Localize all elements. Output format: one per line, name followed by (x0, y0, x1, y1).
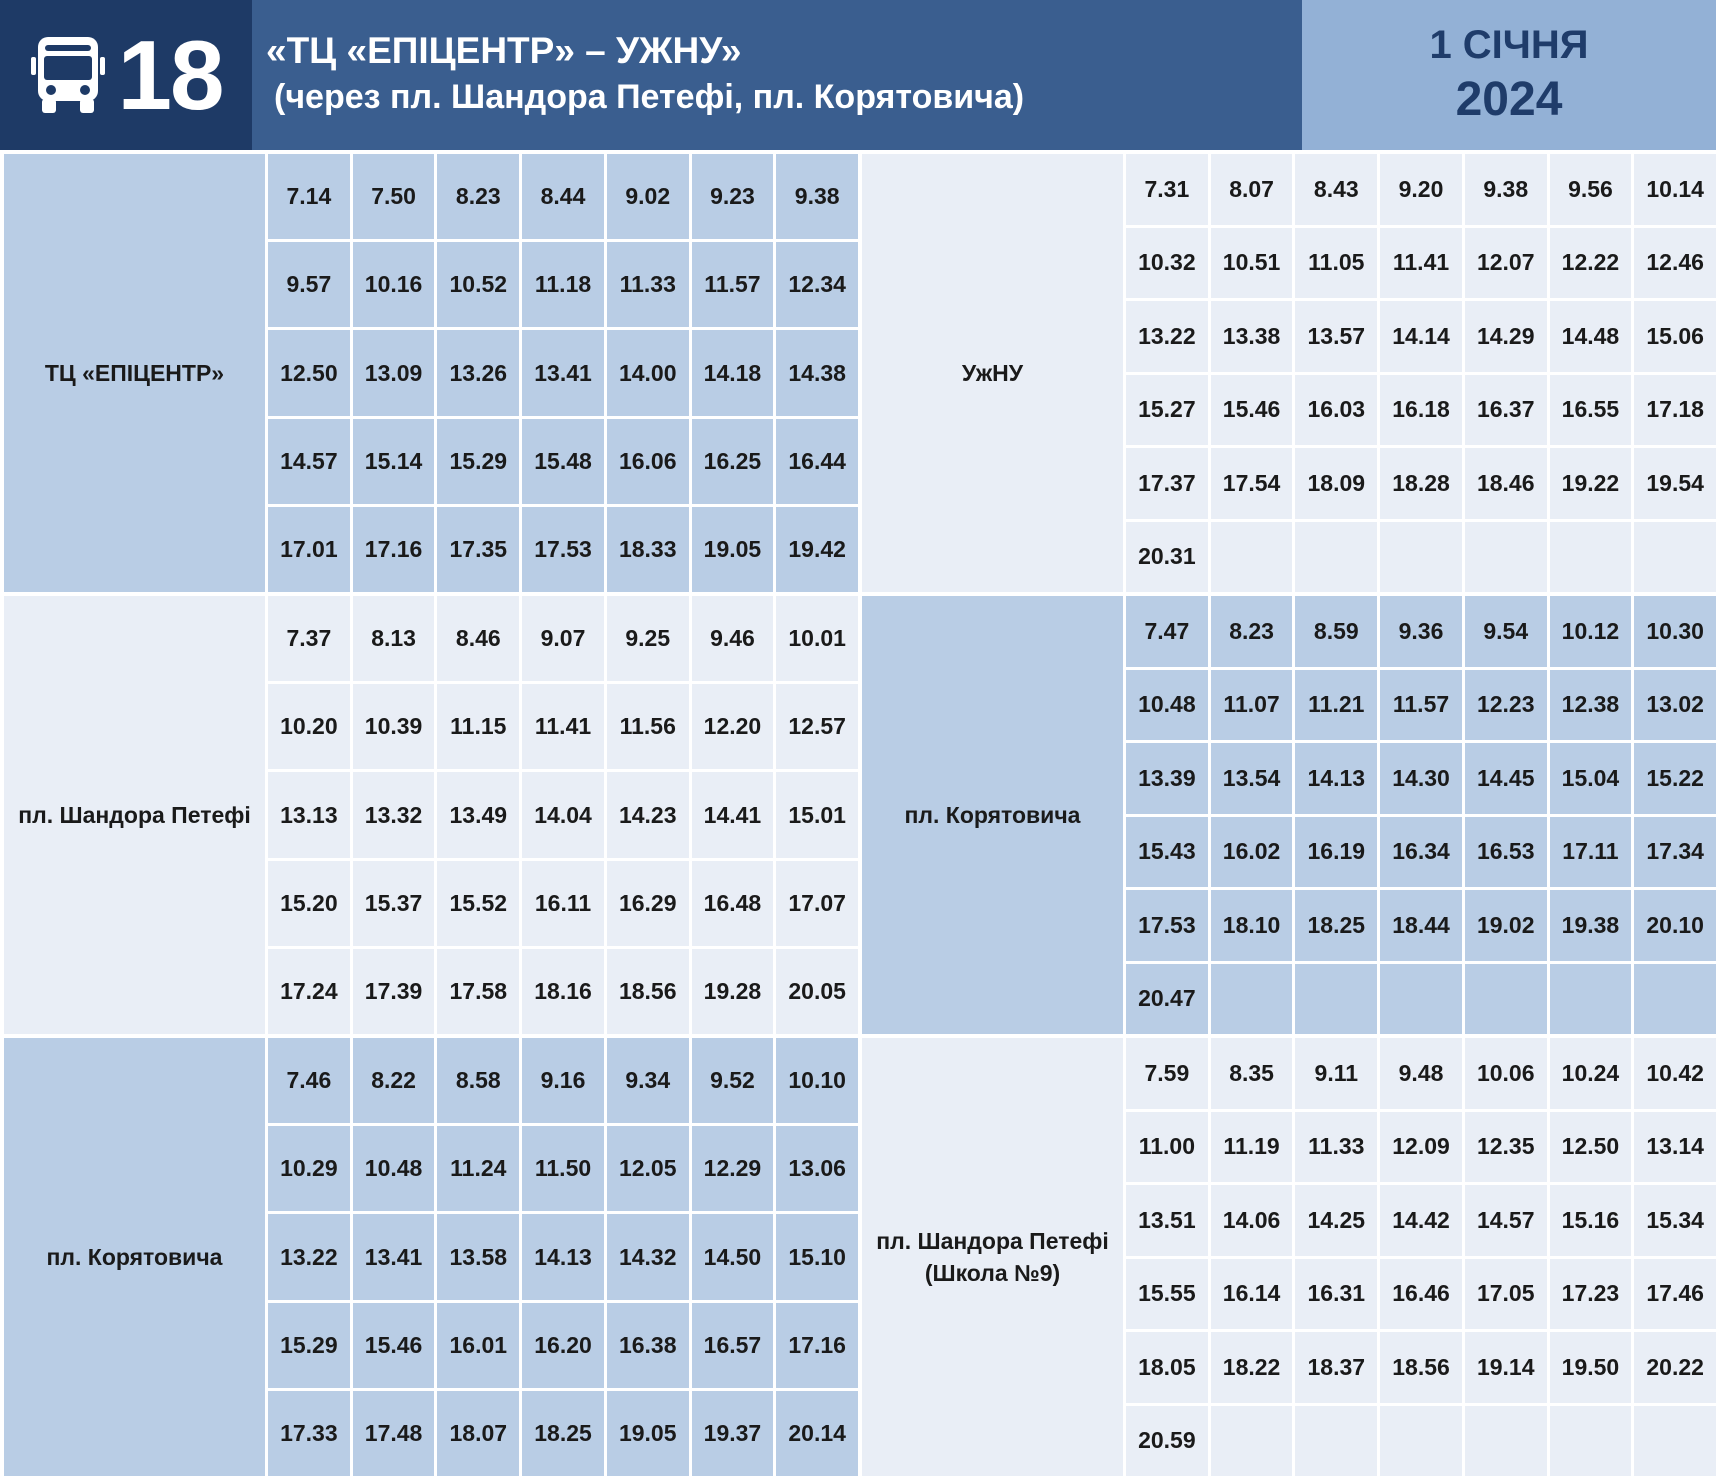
stop-name: пл. Шандора Петефі (Школа №9) (862, 1038, 1126, 1476)
departure-time: 13.13 (268, 772, 353, 857)
departure-time: 16.20 (522, 1303, 607, 1388)
table-row (268, 1303, 858, 1391)
departure-time: 13.22 (268, 1214, 353, 1299)
departure-time: 14.29 (1465, 301, 1550, 372)
departure-time: 16.29 (607, 861, 692, 946)
departure-time: 13.22 (1126, 301, 1211, 372)
departure-time (1380, 522, 1465, 593)
departure-time: 16.11 (522, 861, 607, 946)
departure-time: 12.50 (268, 330, 353, 415)
departure-time: 18.44 (1380, 890, 1465, 961)
table-row (1126, 743, 1716, 817)
departure-time: 19.42 (776, 507, 858, 592)
departure-time: 7.31 (1126, 154, 1211, 225)
departure-time: 11.57 (1380, 670, 1465, 741)
departure-time: 12.34 (776, 242, 858, 327)
departure-time: 15.46 (1211, 375, 1296, 446)
departure-time: 19.22 (1550, 448, 1635, 519)
departure-time: 14.30 (1380, 743, 1465, 814)
stop-section (858, 592, 1716, 1034)
date-year: 2024 (1455, 73, 1563, 126)
departure-time: 9.52 (692, 1038, 777, 1123)
departure-time: 9.07 (522, 596, 607, 681)
stop-section (858, 150, 1716, 592)
route-badge (0, 0, 252, 150)
departure-time: 14.23 (607, 772, 692, 857)
departure-time: 8.07 (1211, 154, 1296, 225)
departure-times-table (1126, 1038, 1716, 1476)
departure-time: 10.24 (1550, 1038, 1635, 1109)
departure-time: 20.31 (1126, 522, 1211, 593)
departure-time: 17.16 (353, 507, 438, 592)
departure-time: 8.46 (437, 596, 522, 681)
table-row (268, 154, 858, 242)
departure-time: 12.20 (692, 684, 777, 769)
table-row (268, 772, 858, 860)
departure-time: 13.54 (1211, 743, 1296, 814)
departure-time: 9.36 (1380, 596, 1465, 667)
departure-time: 15.43 (1126, 817, 1211, 888)
departure-time: 10.10 (776, 1038, 858, 1123)
stop-name: пл. Корятовича (4, 1038, 268, 1476)
table-row (1126, 596, 1716, 670)
table-row (1126, 375, 1716, 449)
route-subtitle: (через пл. Шандора Петефі, пл. Корятовича) (274, 78, 1025, 116)
departure-time: 20.05 (776, 949, 858, 1034)
departure-time: 17.53 (1126, 890, 1211, 961)
departure-time: 14.57 (268, 419, 353, 504)
departure-time: 9.25 (607, 596, 692, 681)
table-row (1126, 154, 1716, 228)
departure-time (1211, 1406, 1296, 1476)
departure-time: 13.51 (1126, 1185, 1211, 1256)
departure-time: 9.23 (692, 154, 777, 239)
table-row (1126, 817, 1716, 891)
departure-time: 7.37 (268, 596, 353, 681)
departure-time: 18.56 (1380, 1332, 1465, 1403)
departure-time: 16.02 (1211, 817, 1296, 888)
departure-time: 17.23 (1550, 1259, 1635, 1330)
departure-time (1380, 964, 1465, 1035)
departure-time: 16.25 (692, 419, 777, 504)
departure-time: 14.06 (1211, 1185, 1296, 1256)
departure-time: 17.18 (1634, 375, 1716, 446)
departure-time: 9.46 (692, 596, 777, 681)
departure-time: 20.10 (1634, 890, 1716, 961)
departure-time: 16.01 (437, 1303, 522, 1388)
timetable (0, 150, 1716, 1476)
departure-time: 8.43 (1295, 154, 1380, 225)
departure-time (1211, 522, 1296, 593)
departure-time: 17.34 (1634, 817, 1716, 888)
departure-time: 17.58 (437, 949, 522, 1034)
departure-time: 8.23 (437, 154, 522, 239)
departure-time: 15.20 (268, 861, 353, 946)
departure-time: 13.09 (353, 330, 438, 415)
departure-time: 16.38 (607, 1303, 692, 1388)
route-title: «ТЦ «ЕПІЦЕНТР» – УЖНУ» (266, 30, 742, 71)
departure-time: 8.35 (1211, 1038, 1296, 1109)
departure-time: 16.14 (1211, 1259, 1296, 1330)
departure-time: 13.32 (353, 772, 438, 857)
departure-time: 11.33 (607, 242, 692, 327)
departure-time: 15.29 (268, 1303, 353, 1388)
departure-time: 19.05 (607, 1391, 692, 1476)
table-row (268, 330, 858, 418)
departure-time: 12.07 (1465, 228, 1550, 299)
departure-time: 15.06 (1634, 301, 1716, 372)
departure-time: 20.22 (1634, 1332, 1716, 1403)
departure-time: 16.34 (1380, 817, 1465, 888)
departure-times-table (268, 596, 858, 1034)
table-row (268, 684, 858, 772)
departure-time: 14.57 (1465, 1185, 1550, 1256)
departure-time: 17.01 (268, 507, 353, 592)
departure-time: 13.14 (1634, 1112, 1716, 1183)
departure-time: 8.23 (1211, 596, 1296, 667)
stop-name: пл. Шандора Петефі (4, 596, 268, 1034)
departure-time: 14.48 (1550, 301, 1635, 372)
departure-time: 10.51 (1211, 228, 1296, 299)
departure-time (1295, 522, 1380, 593)
table-row (1126, 1038, 1716, 1112)
stop-name: пл. Корятовича (862, 596, 1126, 1034)
departure-time: 7.50 (353, 154, 438, 239)
stop-name: УжНУ (862, 154, 1126, 592)
departure-time: 11.18 (522, 242, 607, 327)
table-row (1126, 301, 1716, 375)
departure-times-table (268, 1038, 858, 1476)
departure-time (1634, 1406, 1716, 1476)
departure-time: 13.02 (1634, 670, 1716, 741)
departure-time (1550, 522, 1635, 593)
departure-time: 14.42 (1380, 1185, 1465, 1256)
departure-time: 9.38 (776, 154, 858, 239)
departure-time: 9.20 (1380, 154, 1465, 225)
departure-time: 12.22 (1550, 228, 1635, 299)
departure-time: 20.14 (776, 1391, 858, 1476)
departure-time: 12.38 (1550, 670, 1635, 741)
departure-time: 14.32 (607, 1214, 692, 1299)
table-row (268, 1038, 858, 1126)
departure-time: 19.05 (692, 507, 777, 592)
table-row (268, 1126, 858, 1214)
departure-time: 13.58 (437, 1214, 522, 1299)
stop-section (0, 592, 858, 1034)
departure-time: 10.06 (1465, 1038, 1550, 1109)
departure-time: 12.23 (1465, 670, 1550, 741)
departure-time: 14.13 (1295, 743, 1380, 814)
departure-time: 15.48 (522, 419, 607, 504)
departure-time: 16.06 (607, 419, 692, 504)
departure-time: 16.31 (1295, 1259, 1380, 1330)
departure-time: 15.10 (776, 1214, 858, 1299)
departure-time: 15.52 (437, 861, 522, 946)
departure-time: 17.37 (1126, 448, 1211, 519)
departure-time: 16.03 (1295, 375, 1380, 446)
stop-section (0, 1034, 858, 1476)
departure-time: 17.24 (268, 949, 353, 1034)
departure-time: 12.35 (1465, 1112, 1550, 1183)
table-row (1126, 1406, 1716, 1476)
departure-time: 17.35 (437, 507, 522, 592)
departure-time: 13.26 (437, 330, 522, 415)
departure-time: 18.56 (607, 949, 692, 1034)
departure-time: 16.19 (1295, 817, 1380, 888)
departure-time: 16.46 (1380, 1259, 1465, 1330)
table-row (268, 507, 858, 592)
departure-time: 9.57 (268, 242, 353, 327)
departure-time: 18.25 (1295, 890, 1380, 961)
departure-time (1295, 1406, 1380, 1476)
departure-time: 13.49 (437, 772, 522, 857)
departure-time: 12.05 (607, 1126, 692, 1211)
departure-time: 15.37 (353, 861, 438, 946)
departure-time (1634, 522, 1716, 593)
stop-section (858, 1034, 1716, 1476)
departure-time (1550, 1406, 1635, 1476)
departure-time: 14.13 (522, 1214, 607, 1299)
departure-time: 20.59 (1126, 1406, 1211, 1476)
departure-time: 8.44 (522, 154, 607, 239)
departure-time: 10.48 (353, 1126, 438, 1211)
bus-icon (29, 33, 107, 117)
table-row (1126, 890, 1716, 964)
departure-time: 20.47 (1126, 964, 1211, 1035)
departure-time (1634, 964, 1716, 1035)
departure-time: 10.14 (1634, 154, 1716, 225)
departure-time: 17.46 (1634, 1259, 1716, 1330)
departure-time: 18.25 (522, 1391, 607, 1476)
departure-time: 18.33 (607, 507, 692, 592)
departure-time: 16.55 (1550, 375, 1635, 446)
departure-time: 15.46 (353, 1303, 438, 1388)
departure-time: 11.50 (522, 1126, 607, 1211)
table-row (1126, 964, 1716, 1035)
departure-time: 13.41 (522, 330, 607, 415)
departure-time: 16.53 (1465, 817, 1550, 888)
route-number: 18 (117, 20, 223, 130)
table-row (268, 596, 858, 684)
departure-time: 14.18 (692, 330, 777, 415)
departure-time: 11.07 (1211, 670, 1296, 741)
table-row (1126, 670, 1716, 744)
effective-date (1302, 0, 1716, 150)
departure-time: 19.37 (692, 1391, 777, 1476)
departure-time: 11.00 (1126, 1112, 1211, 1183)
departure-time: 10.20 (268, 684, 353, 769)
departure-time: 15.29 (437, 419, 522, 504)
departure-time: 17.07 (776, 861, 858, 946)
departure-time: 9.56 (1550, 154, 1635, 225)
departure-time: 13.41 (353, 1214, 438, 1299)
departure-times-table (1126, 596, 1716, 1034)
departure-time: 14.45 (1465, 743, 1550, 814)
departure-time: 19.28 (692, 949, 777, 1034)
table-row (1126, 448, 1716, 522)
departure-time: 16.18 (1380, 375, 1465, 446)
departure-time: 12.09 (1380, 1112, 1465, 1183)
departure-time: 10.48 (1126, 670, 1211, 741)
departure-time: 17.33 (268, 1391, 353, 1476)
table-row (1126, 1332, 1716, 1406)
departure-time (1465, 522, 1550, 593)
departure-time: 19.38 (1550, 890, 1635, 961)
departure-times-table (268, 154, 858, 592)
departure-time: 15.04 (1550, 743, 1635, 814)
departure-time: 12.50 (1550, 1112, 1635, 1183)
departure-time: 12.46 (1634, 228, 1716, 299)
departure-time: 18.37 (1295, 1332, 1380, 1403)
departure-time: 13.39 (1126, 743, 1211, 814)
departure-time: 18.09 (1295, 448, 1380, 519)
table-row (1126, 1259, 1716, 1333)
departure-time: 18.46 (1465, 448, 1550, 519)
departure-time: 14.14 (1380, 301, 1465, 372)
departure-time: 18.28 (1380, 448, 1465, 519)
departure-time: 10.42 (1634, 1038, 1716, 1109)
departure-time: 9.48 (1380, 1038, 1465, 1109)
departure-time: 18.10 (1211, 890, 1296, 961)
table-row (1126, 228, 1716, 302)
departure-time (1465, 1406, 1550, 1476)
departure-time: 14.41 (692, 772, 777, 857)
departure-time: 16.37 (1465, 375, 1550, 446)
departure-time: 9.38 (1465, 154, 1550, 225)
departure-time: 19.50 (1550, 1332, 1635, 1403)
departure-time: 18.07 (437, 1391, 522, 1476)
departure-time: 11.57 (692, 242, 777, 327)
table-row (268, 1214, 858, 1302)
departure-time: 9.34 (607, 1038, 692, 1123)
departure-time: 8.13 (353, 596, 438, 681)
date-day-month: 1 СІЧНЯ (1429, 23, 1589, 67)
departure-time: 10.01 (776, 596, 858, 681)
departure-time: 7.46 (268, 1038, 353, 1123)
table-row (268, 949, 858, 1034)
departure-time: 14.00 (607, 330, 692, 415)
departure-time: 15.01 (776, 772, 858, 857)
departure-time: 19.54 (1634, 448, 1716, 519)
departure-time: 11.24 (437, 1126, 522, 1211)
departure-time: 15.55 (1126, 1259, 1211, 1330)
table-row (268, 419, 858, 507)
departure-time: 8.22 (353, 1038, 438, 1123)
departure-time: 14.25 (1295, 1185, 1380, 1256)
departure-time: 12.29 (692, 1126, 777, 1211)
departure-times-table (1126, 154, 1716, 592)
table-row (268, 1391, 858, 1476)
departure-time: 15.16 (1550, 1185, 1635, 1256)
table-row (268, 861, 858, 949)
departure-time: 18.22 (1211, 1332, 1296, 1403)
departure-time: 11.33 (1295, 1112, 1380, 1183)
departure-time: 9.11 (1295, 1038, 1380, 1109)
departure-time: 17.16 (776, 1303, 858, 1388)
departure-time: 10.52 (437, 242, 522, 327)
departure-time: 10.16 (353, 242, 438, 327)
departure-time: 10.12 (1550, 596, 1635, 667)
departure-time: 17.48 (353, 1391, 438, 1476)
departure-time (1465, 964, 1550, 1035)
departure-time (1380, 1406, 1465, 1476)
table-row (1126, 1112, 1716, 1186)
departure-time: 16.44 (776, 419, 858, 504)
departure-time: 17.39 (353, 949, 438, 1034)
departure-time: 13.06 (776, 1126, 858, 1211)
departure-time: 19.14 (1465, 1332, 1550, 1403)
departure-time: 7.47 (1126, 596, 1211, 667)
header (0, 0, 1716, 150)
stop-name: ТЦ «ЕПІЦЕНТР» (4, 154, 268, 592)
departure-time: 9.02 (607, 154, 692, 239)
departure-time: 18.16 (522, 949, 607, 1034)
departure-time: 16.57 (692, 1303, 777, 1388)
departure-time: 15.22 (1634, 743, 1716, 814)
table-row (1126, 1185, 1716, 1259)
departure-time: 10.29 (268, 1126, 353, 1211)
departure-time: 17.53 (522, 507, 607, 592)
departure-time: 15.14 (353, 419, 438, 504)
departure-time: 11.15 (437, 684, 522, 769)
departure-time: 19.02 (1465, 890, 1550, 961)
departure-time: 14.04 (522, 772, 607, 857)
departure-time: 15.27 (1126, 375, 1211, 446)
departure-time: 13.38 (1211, 301, 1296, 372)
stop-section (0, 150, 858, 592)
departure-time: 18.05 (1126, 1332, 1211, 1403)
departure-time: 11.56 (607, 684, 692, 769)
departure-time: 17.05 (1465, 1259, 1550, 1330)
departure-time: 17.54 (1211, 448, 1296, 519)
departure-time: 10.32 (1126, 228, 1211, 299)
departure-time (1211, 964, 1296, 1035)
departure-time: 7.14 (268, 154, 353, 239)
departure-time: 7.59 (1126, 1038, 1211, 1109)
route-title-block (252, 0, 1302, 150)
departure-time: 8.58 (437, 1038, 522, 1123)
departure-time: 9.54 (1465, 596, 1550, 667)
departure-time: 11.41 (522, 684, 607, 769)
departure-time: 12.57 (776, 684, 858, 769)
departure-time: 11.05 (1295, 228, 1380, 299)
departure-time: 10.30 (1634, 596, 1716, 667)
departure-time (1295, 964, 1380, 1035)
departure-time: 13.57 (1295, 301, 1380, 372)
departure-time: 17.11 (1550, 817, 1635, 888)
departure-time: 10.39 (353, 684, 438, 769)
departure-time: 14.38 (776, 330, 858, 415)
table-row (1126, 522, 1716, 593)
departure-time: 11.41 (1380, 228, 1465, 299)
departure-time: 11.19 (1211, 1112, 1296, 1183)
departure-time (1550, 964, 1635, 1035)
departure-time: 15.34 (1634, 1185, 1716, 1256)
departure-time: 11.21 (1295, 670, 1380, 741)
departure-time: 8.59 (1295, 596, 1380, 667)
departure-time: 14.50 (692, 1214, 777, 1299)
departure-time: 16.48 (692, 861, 777, 946)
table-row (268, 242, 858, 330)
departure-time: 9.16 (522, 1038, 607, 1123)
